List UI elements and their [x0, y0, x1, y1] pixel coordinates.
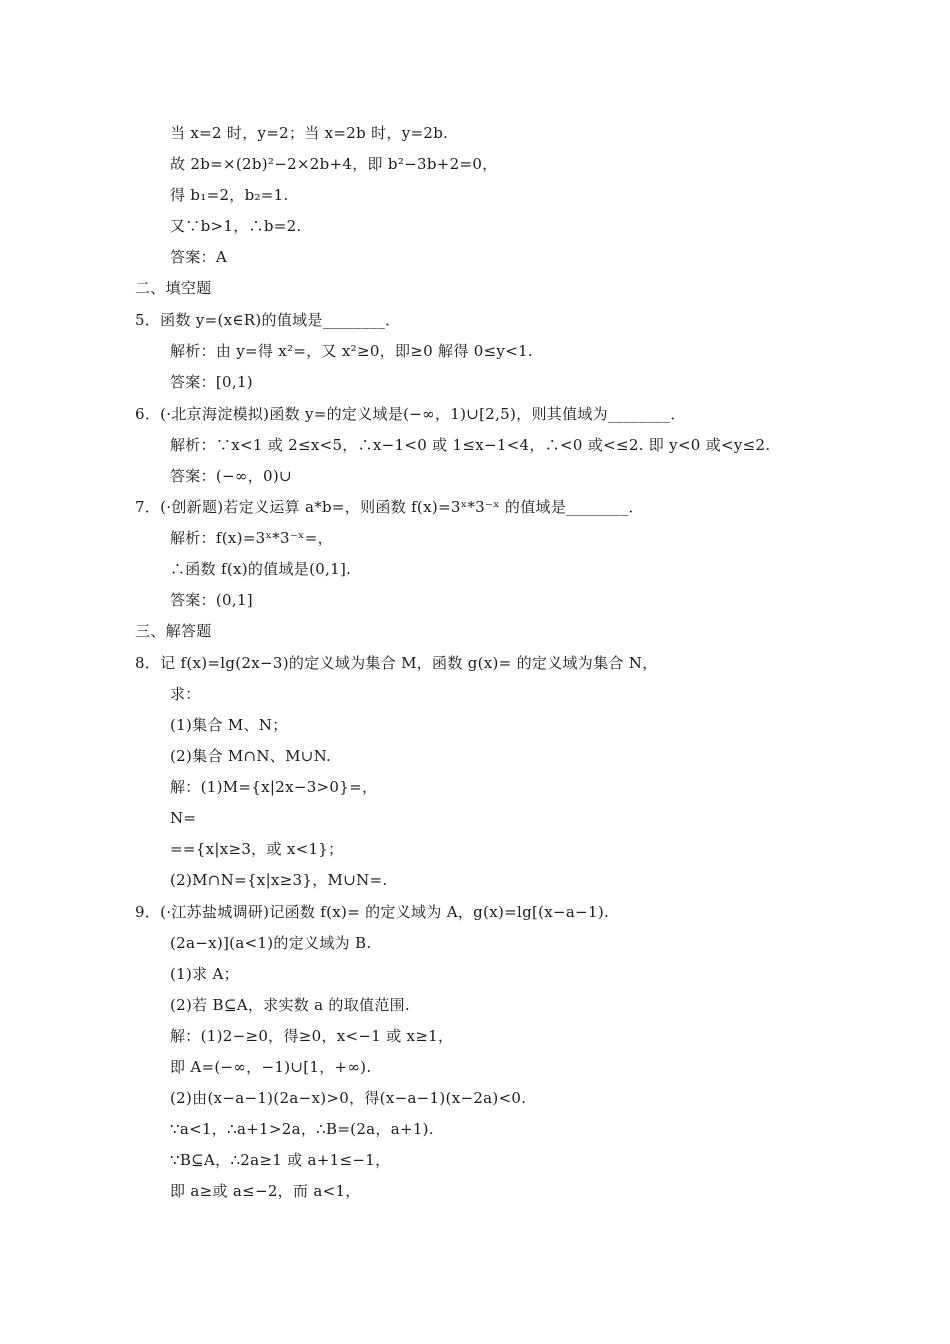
- question-8: 8．记 f(x)=lg(2x−3)的定义域为集合 M，函数 g(x)= 的定义域为集合 N，: [135, 654, 658, 672]
- text-line: 得 b₁=2，b₂=1.: [170, 186, 289, 204]
- text-line: 即 A=(−∞，−1)∪[1，+∞).: [170, 1058, 372, 1076]
- question-7: 7．(·创新题)若定义运算 a*b=，则函数 f(x)=3ˣ*3⁻ˣ 的值域是________．: [135, 498, 644, 516]
- section-heading: 二、填空题: [135, 279, 212, 297]
- text-line: 即 a≥或 a≤−2，而 a<1，: [170, 1182, 361, 1200]
- answer-line: 答案：(0,1]: [170, 591, 253, 609]
- text-line: 解：(1)M={x|2x−3>0}=，: [170, 778, 378, 796]
- text-line: (1)集合 M、N；: [170, 716, 288, 734]
- text-line: (2)若 B⊆A，求实数 a 的取值范围.: [170, 996, 410, 1014]
- text-line: 解析：∵x<1 或 2≤x<5，∴x−1<0 或 1≤x−1<4，∴<0 或<≤2. 即 y<0 或<y≤2.: [170, 436, 771, 454]
- text-line: 解：(1)2−≥0，得≥0，x<−1 或 x≥1，: [170, 1027, 454, 1045]
- question-5: 5．函数 y=(x∈R)的值域是________．: [135, 311, 401, 329]
- text-line: 又∵b>1，∴b=2.: [170, 217, 302, 235]
- text-line: (2)集合 M∩N、M∪N.: [170, 747, 332, 765]
- text-line: (2a−x)](a<1)的定义域为 B.: [170, 934, 372, 952]
- text-line: 求：: [170, 685, 201, 703]
- text-line: (1)求 A；: [170, 965, 239, 983]
- text-line: N=: [170, 809, 197, 827]
- text-line: (2)由(x−a−1)(2a−x)>0，得(x−a−1)(x−2a)<0.: [170, 1089, 527, 1107]
- question-9: 9．(·江苏盐城调研)记函数 f(x)= 的定义域为 A，g(x)=lg[(x−a−1).: [135, 903, 610, 921]
- text-line: ∵a<1，∴a+1>2a，∴B=(2a，a+1).: [170, 1120, 434, 1138]
- text-line: 解析：f(x)=3ˣ*3⁻ˣ=，: [170, 529, 333, 547]
- text-line: 当 x=2 时，y=2；当 x=2b 时，y=2b.: [170, 124, 449, 142]
- text-line: 解析：由 y=得 x²=，又 x²≥0，即≥0 解得 0≤y<1.: [170, 342, 533, 360]
- text-line: ∵B⊆A，∴2a≥1 或 a+1≤−1，: [170, 1151, 391, 1169]
- text-line: (2)M∩N={x|x≥3}，M∪N=.: [170, 871, 388, 889]
- text-line: 故 2b=×(2b)²−2×2b+4，即 b²−3b+2=0，: [170, 155, 498, 173]
- answer-line: 答案：[0,1): [170, 373, 253, 391]
- question-6: 6．(·北京海淀模拟)函数 y=的定义域是(−∞，1)∪[2,5)，则其值域为________．: [135, 405, 686, 423]
- answer-line: 答案：A: [170, 248, 228, 266]
- text-line: =={x|x≥3，或 x<1}；: [170, 840, 344, 858]
- section-heading: 三、解答题: [135, 622, 212, 640]
- text-line: ∴函数 f(x)的值域是(0,1].: [170, 560, 352, 578]
- answer-line: 答案：(−∞，0)∪: [170, 467, 292, 485]
